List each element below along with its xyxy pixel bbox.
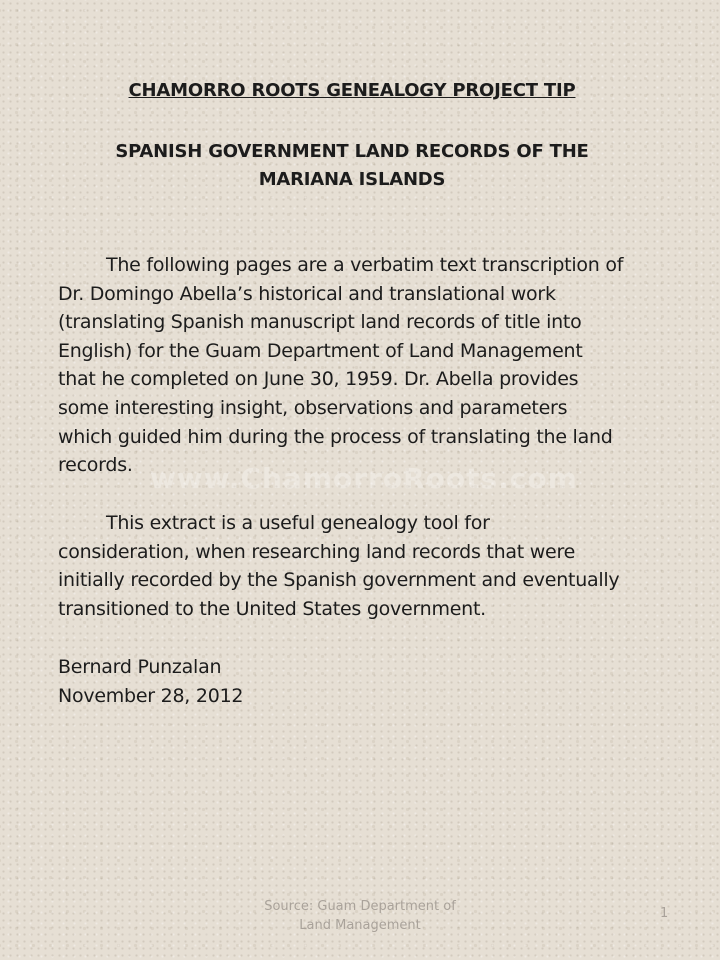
- signature-name: Bernard Punzalan: [58, 656, 222, 678]
- footer-source-line: Land Management: [299, 918, 421, 933]
- paragraph-line: Dr. Domingo Abella’s historical and translational work: [58, 282, 556, 305]
- footer-source-line: Source: Guam Department of: [264, 899, 456, 914]
- signature-date: November 28, 2012: [58, 685, 244, 707]
- watermark-text: www.ChamorroRoots.com: [150, 462, 578, 495]
- page-number: 1: [660, 906, 669, 921]
- footer-source: [230, 897, 490, 935]
- paragraph-line: some interesting insight, observations and parameters: [58, 396, 568, 419]
- paragraph-line: initially recorded by the Spanish government and eventually: [58, 569, 620, 592]
- paragraph-line: English) for the Guam Department of Land Management: [58, 339, 583, 362]
- subtitle-line: MARIANA ISLANDS: [258, 169, 446, 190]
- document-subtitle: [60, 138, 644, 194]
- paragraph-line: consideration, when researching land records that were: [58, 540, 576, 563]
- paragraph-line: records.: [58, 454, 133, 477]
- paragraph-line: which guided him during the process of translating the land: [58, 425, 613, 448]
- paragraph-line: that he completed on June 30, 1959. Dr. Abella provides: [58, 368, 579, 391]
- intro-paragraph: [58, 251, 658, 480]
- document-title: CHAMORRO ROOTS GENEALOGY PROJECT TIP: [128, 80, 576, 101]
- subtitle-line: SPANISH GOVERNMENT LAND RECORDS OF THE: [115, 141, 589, 162]
- paragraph-line: (translating Spanish manuscript land records of title into: [58, 311, 582, 334]
- paragraph-line: This extract is a useful genealogy tool for: [106, 512, 490, 534]
- paragraph-line: transitioned to the United States government.: [58, 597, 486, 620]
- extract-paragraph: [58, 509, 658, 623]
- paragraph-line: The following pages are a verbatim text transcription of: [106, 254, 624, 276]
